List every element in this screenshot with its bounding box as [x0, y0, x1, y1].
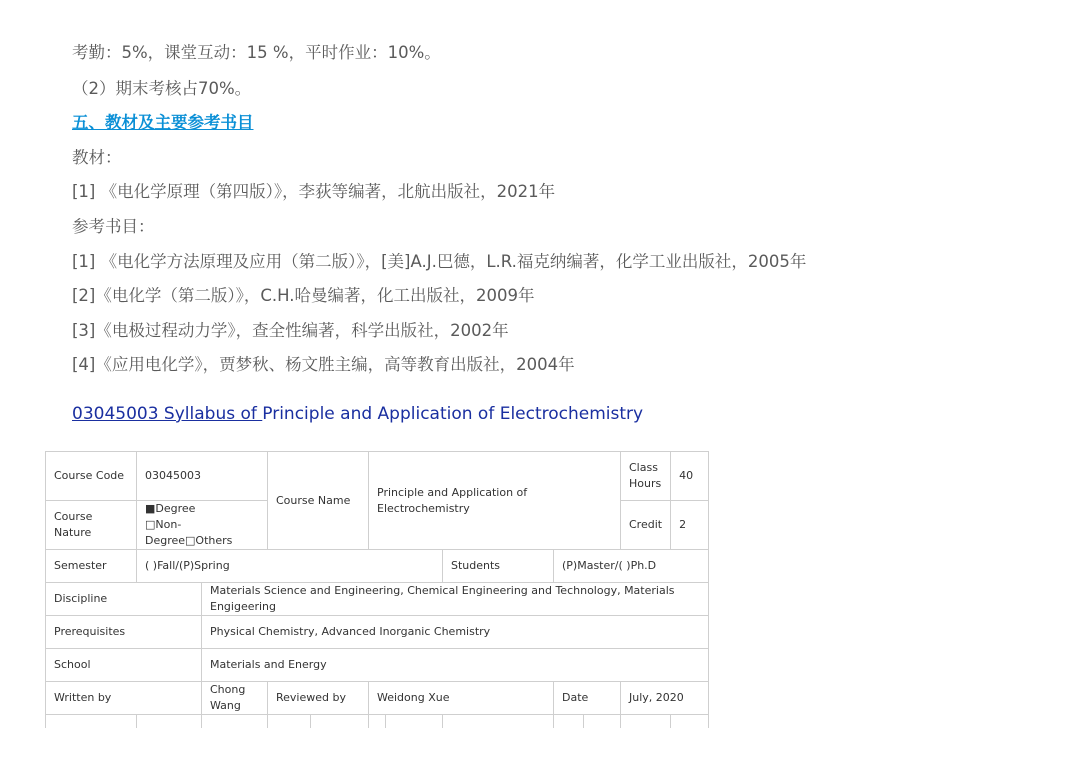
written-by-value: Chong Wang [202, 682, 268, 715]
reference-item-3: [3]《电极过程动力学》，查全性编著，科学出版社，2002年 [72, 321, 509, 340]
syllabus-title[interactable] [72, 402, 643, 426]
credit-value: 2 [671, 501, 709, 550]
semester-label: Semester [46, 550, 137, 583]
reference-item-1: [1] 《电化学方法原理及应用（第二版）》，[美]A.J.巴德，L.R.福克纳编著，化学工业出版社，2005年 [72, 252, 807, 271]
course-nature-other: □Non-Degree□Others [145, 518, 233, 547]
references-label: 参考书目： [72, 217, 155, 236]
date-value: July, 2020 [621, 682, 709, 715]
textbook-item: [1] 《电化学原理（第四版）》，李荻等编著，北航出版社，2021年 [72, 182, 556, 201]
class-hours-label: Class Hours [621, 452, 671, 501]
course-nature-value [137, 501, 268, 550]
course-name-label: Course Name [268, 452, 369, 550]
reviewed-by-value: Weidong Xue [369, 682, 554, 715]
semester-value: ( )Fall/(P)Spring [137, 550, 443, 583]
assessment-breakdown-text: 考勤：5%，课堂互动：15 %，平时作业：10%。 [72, 43, 441, 62]
reference-item-2: [2]《电化学（第二版）》，C.H.哈曼编著，化工出版社，2009年 [72, 286, 535, 305]
final-exam-text: （2）期末考核占70%。 [72, 79, 252, 98]
prerequisites-value: Physical Chemistry, Advanced Inorganic Chemistry [202, 616, 709, 649]
section-heading-text[interactable]: 五、教材及主要参考书目 [72, 113, 254, 132]
class-hours-value: 40 [671, 452, 709, 501]
course-name-value: Principle and Application of Electrochemistry [369, 452, 621, 550]
credit-label: Credit [621, 501, 671, 550]
syllabus-title-link[interactable]: 03045003 Syllabus of [72, 404, 263, 424]
page-bottom-mask [0, 728, 1080, 762]
course-code-label: Course Code [46, 452, 137, 501]
course-nature-label: Course Nature [46, 501, 137, 550]
textbook-label: 教材： [72, 148, 122, 167]
prerequisites-label: Prerequisites [46, 616, 202, 649]
students-value: (P)Master/( )Ph.D [554, 550, 709, 583]
students-label: Students [443, 550, 554, 583]
written-by-label: Written by [46, 682, 202, 715]
school-label: School [46, 649, 202, 682]
school-value: Materials and Energy [202, 649, 709, 682]
discipline-value: Materials Science and Engineering, Chemical Engineering and Technology, Materials Engigeering [202, 583, 709, 616]
course-nature-degree: ■Degree [145, 502, 196, 515]
reference-item-4: [4]《应用电化学》，贾梦秋、杨文胜主编，高等教育出版社，2004年 [72, 355, 575, 374]
discipline-label: Discipline [46, 583, 202, 616]
section-heading-link[interactable] [72, 112, 254, 134]
date-label: Date [554, 682, 621, 715]
course-code-value: 03045003 [137, 452, 268, 501]
syllabus-title-rest: Principle and Application of Electrochemistry [262, 404, 644, 424]
reviewed-by-label: Reviewed by [268, 682, 369, 715]
syllabus-info-table [45, 451, 709, 735]
